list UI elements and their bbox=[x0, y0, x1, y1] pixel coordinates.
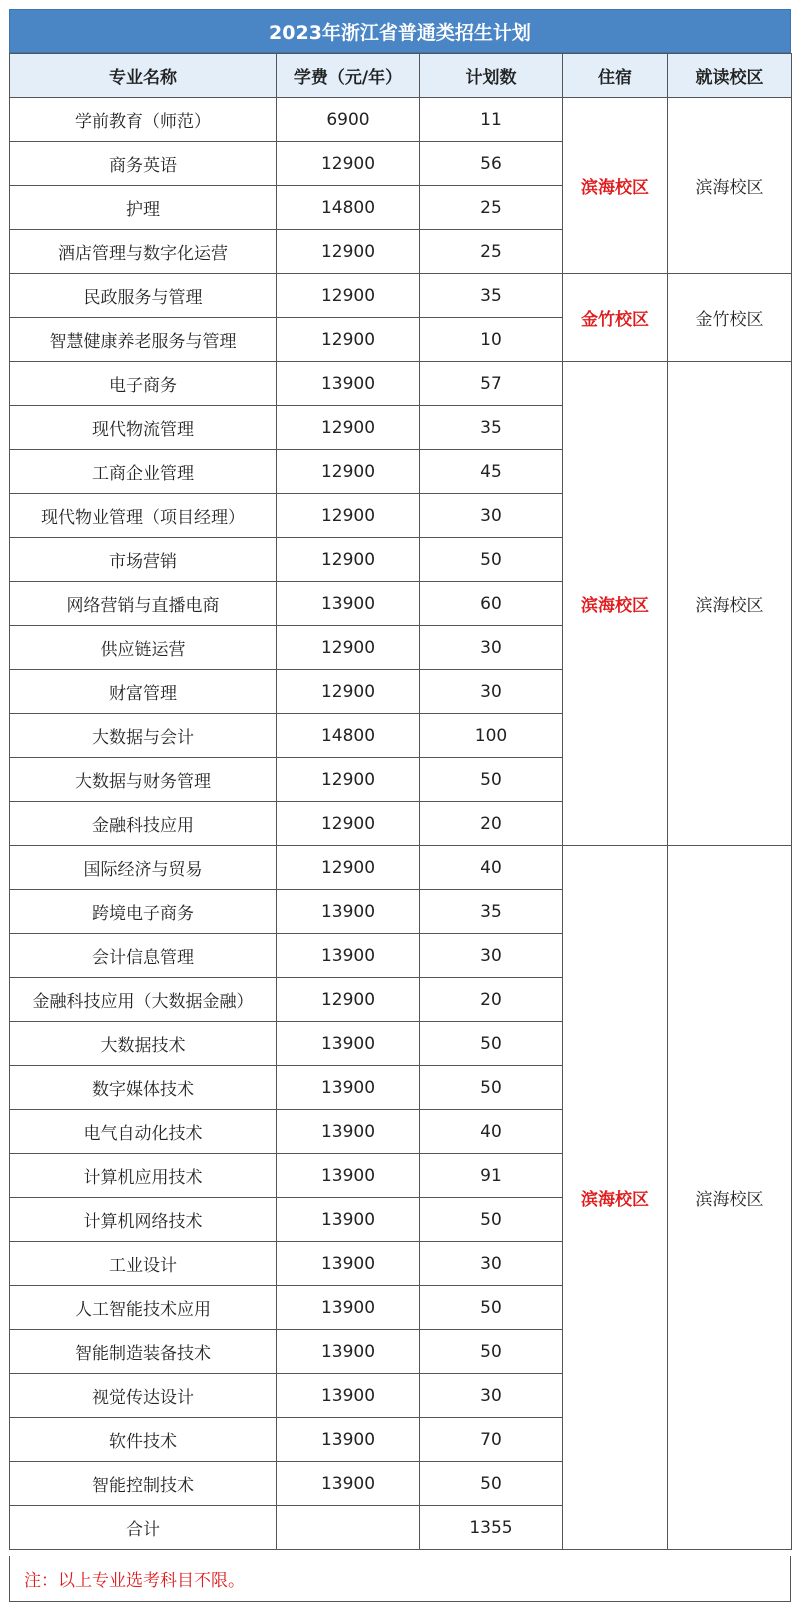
fee-cell: 13900 bbox=[277, 890, 420, 934]
major-cell: 网络营销与直播电商 bbox=[10, 582, 277, 626]
fee-cell: 12900 bbox=[277, 846, 420, 890]
plan-cell: 11 bbox=[420, 98, 563, 142]
major-cell: 现代物业管理（项目经理） bbox=[10, 494, 277, 538]
dorm-cell: 滨海校区 bbox=[563, 98, 668, 274]
plan-cell: 50 bbox=[420, 1066, 563, 1110]
plan-cell: 50 bbox=[420, 1286, 563, 1330]
plan-cell: 57 bbox=[420, 362, 563, 406]
plan-cell: 35 bbox=[420, 274, 563, 318]
major-cell: 计算机应用技术 bbox=[10, 1154, 277, 1198]
footnote: 注：以上专业选考科目不限。 bbox=[9, 1556, 791, 1602]
plan-cell: 30 bbox=[420, 1374, 563, 1418]
major-cell: 人工智能技术应用 bbox=[10, 1286, 277, 1330]
fee-cell: 13900 bbox=[277, 1154, 420, 1198]
major-cell: 金融科技应用 bbox=[10, 802, 277, 846]
major-cell: 民政服务与管理 bbox=[10, 274, 277, 318]
fee-cell: 12900 bbox=[277, 758, 420, 802]
fee-cell: 12900 bbox=[277, 318, 420, 362]
major-cell: 国际经济与贸易 bbox=[10, 846, 277, 890]
fee-cell: 14800 bbox=[277, 186, 420, 230]
plan-cell: 91 bbox=[420, 1154, 563, 1198]
header-major: 专业名称 bbox=[10, 54, 277, 98]
fee-cell: 12900 bbox=[277, 538, 420, 582]
fee-cell: 13900 bbox=[277, 1330, 420, 1374]
plan-cell: 56 bbox=[420, 142, 563, 186]
fee-cell: 12900 bbox=[277, 230, 420, 274]
fee-cell: 12900 bbox=[277, 406, 420, 450]
total-plan: 1355 bbox=[420, 1506, 563, 1550]
plan-cell: 30 bbox=[420, 494, 563, 538]
fee-cell: 13900 bbox=[277, 1462, 420, 1506]
major-cell: 智能制造装备技术 bbox=[10, 1330, 277, 1374]
major-cell: 智慧健康养老服务与管理 bbox=[10, 318, 277, 362]
major-cell: 现代物流管理 bbox=[10, 406, 277, 450]
campus-cell: 滨海校区 bbox=[668, 362, 792, 846]
major-cell: 电子商务 bbox=[10, 362, 277, 406]
fee-cell: 13900 bbox=[277, 362, 420, 406]
dorm-cell: 滨海校区 bbox=[563, 362, 668, 846]
header-dorm: 住宿 bbox=[563, 54, 668, 98]
major-cell: 金融科技应用（大数据金融） bbox=[10, 978, 277, 1022]
major-cell: 市场营销 bbox=[10, 538, 277, 582]
major-cell: 学前教育（师范） bbox=[10, 98, 277, 142]
major-cell: 工业设计 bbox=[10, 1242, 277, 1286]
plan-cell: 40 bbox=[420, 1110, 563, 1154]
fee-cell: 13900 bbox=[277, 1374, 420, 1418]
major-cell: 工商企业管理 bbox=[10, 450, 277, 494]
fee-cell: 13900 bbox=[277, 934, 420, 978]
major-cell: 大数据与财务管理 bbox=[10, 758, 277, 802]
fee-cell: 12900 bbox=[277, 274, 420, 318]
table-row bbox=[10, 274, 792, 318]
plan-cell: 35 bbox=[420, 890, 563, 934]
fee-cell: 13900 bbox=[277, 582, 420, 626]
major-cell: 财富管理 bbox=[10, 670, 277, 714]
header-row bbox=[10, 54, 792, 98]
total-fee bbox=[277, 1506, 420, 1550]
header-campus: 就读校区 bbox=[668, 54, 792, 98]
table-row bbox=[10, 362, 792, 406]
fee-cell: 13900 bbox=[277, 1066, 420, 1110]
campus-cell: 金竹校区 bbox=[668, 274, 792, 362]
plan-cell: 10 bbox=[420, 318, 563, 362]
fee-cell: 12900 bbox=[277, 494, 420, 538]
fee-cell: 12900 bbox=[277, 978, 420, 1022]
header-plan: 计划数 bbox=[420, 54, 563, 98]
major-cell: 护理 bbox=[10, 186, 277, 230]
major-cell: 视觉传达设计 bbox=[10, 1374, 277, 1418]
major-cell: 商务英语 bbox=[10, 142, 277, 186]
plan-cell: 25 bbox=[420, 230, 563, 274]
fee-cell: 12900 bbox=[277, 802, 420, 846]
plan-cell: 25 bbox=[420, 186, 563, 230]
plan-cell: 50 bbox=[420, 1198, 563, 1242]
major-cell: 电气自动化技术 bbox=[10, 1110, 277, 1154]
plan-cell: 20 bbox=[420, 802, 563, 846]
plan-cell: 40 bbox=[420, 846, 563, 890]
fee-cell: 13900 bbox=[277, 1110, 420, 1154]
plan-cell: 50 bbox=[420, 1462, 563, 1506]
plan-cell: 50 bbox=[420, 1022, 563, 1066]
plan-cell: 50 bbox=[420, 1330, 563, 1374]
major-cell: 会计信息管理 bbox=[10, 934, 277, 978]
header-fee: 学费（元/年） bbox=[277, 54, 420, 98]
major-cell: 跨境电子商务 bbox=[10, 890, 277, 934]
plan-cell: 30 bbox=[420, 626, 563, 670]
plan-cell: 30 bbox=[420, 934, 563, 978]
plan-cell: 45 bbox=[420, 450, 563, 494]
major-cell: 供应链运营 bbox=[10, 626, 277, 670]
fee-cell: 12900 bbox=[277, 450, 420, 494]
campus-cell: 滨海校区 bbox=[668, 98, 792, 274]
plan-cell: 100 bbox=[420, 714, 563, 758]
dorm-cell: 金竹校区 bbox=[563, 274, 668, 362]
fee-cell: 6900 bbox=[277, 98, 420, 142]
plan-cell: 35 bbox=[420, 406, 563, 450]
table-row bbox=[10, 846, 792, 890]
major-cell: 数字媒体技术 bbox=[10, 1066, 277, 1110]
major-cell: 智能控制技术 bbox=[10, 1462, 277, 1506]
table-row bbox=[10, 98, 792, 142]
fee-cell: 13900 bbox=[277, 1286, 420, 1330]
fee-cell: 14800 bbox=[277, 714, 420, 758]
campus-cell: 滨海校区 bbox=[668, 846, 792, 1550]
fee-cell: 12900 bbox=[277, 670, 420, 714]
major-cell: 软件技术 bbox=[10, 1418, 277, 1462]
plan-cell: 70 bbox=[420, 1418, 563, 1462]
fee-cell: 13900 bbox=[277, 1198, 420, 1242]
plan-cell: 60 bbox=[420, 582, 563, 626]
plan-cell: 20 bbox=[420, 978, 563, 1022]
fee-cell: 12900 bbox=[277, 626, 420, 670]
plan-cell: 30 bbox=[420, 1242, 563, 1286]
fee-cell: 13900 bbox=[277, 1022, 420, 1066]
major-cell: 酒店管理与数字化运营 bbox=[10, 230, 277, 274]
fee-cell: 12900 bbox=[277, 142, 420, 186]
plan-cell: 50 bbox=[420, 538, 563, 582]
fee-cell: 13900 bbox=[277, 1242, 420, 1286]
table-title: 2023年浙江省普通类招生计划 bbox=[9, 9, 791, 53]
major-cell: 大数据技术 bbox=[10, 1022, 277, 1066]
enrollment-table bbox=[9, 53, 792, 1550]
plan-cell: 30 bbox=[420, 670, 563, 714]
plan-cell: 50 bbox=[420, 758, 563, 802]
fee-cell: 13900 bbox=[277, 1418, 420, 1462]
total-label: 合计 bbox=[10, 1506, 277, 1550]
major-cell: 大数据与会计 bbox=[10, 714, 277, 758]
dorm-cell: 滨海校区 bbox=[563, 846, 668, 1550]
major-cell: 计算机网络技术 bbox=[10, 1198, 277, 1242]
